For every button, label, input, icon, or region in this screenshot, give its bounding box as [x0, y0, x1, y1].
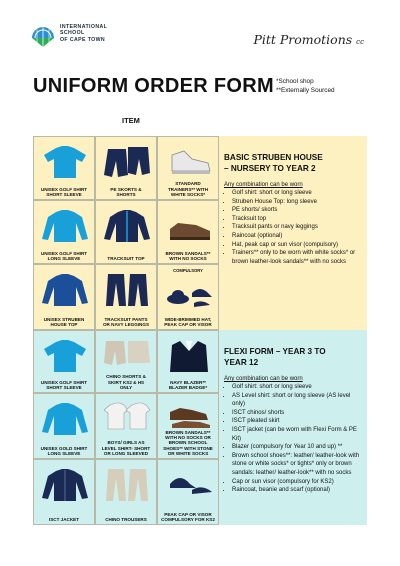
any-combination-label: Any combination can be worn [224, 376, 303, 382]
item-grid [33, 330, 219, 525]
school-shoe-icon [166, 402, 212, 428]
item-brown-sandals: BROWN SANDALS** WITH NO SOCKS [157, 200, 219, 264]
school-logo-icon [30, 26, 56, 48]
legend-notes: *School shop **Externally Sourced [276, 78, 335, 94]
list-item: • Golf shirt: short or long sleeve [232, 383, 361, 392]
section-heading: BASIC STRUBEN HOUSE – NURSERY TO YEAR 2 [224, 153, 323, 173]
trainer-shoe-icon [166, 145, 212, 179]
as-level-shirt-icon [104, 402, 150, 430]
item-grid [33, 136, 219, 330]
list-item: • Hat, peak cap or sun visor (compulsory) [232, 241, 361, 250]
golf-shirt-icon [42, 339, 88, 373]
item-hat-cap-visor: COMPULSORY WIDE-BRIMMED HAT, PEAK CAP OR VISOR [157, 264, 219, 330]
list-item: • Tracksuit pants or navy leggings [232, 223, 361, 232]
list-item: • Trainers** only to be worn with white socks* or brown leather-look sandals** with no socks [232, 249, 361, 266]
item-as-level-shirt: BOYS/ GIRLS AS LEVEL SHIRT- SHORT OR LONG SLEEVED [95, 393, 157, 459]
shorts-icon [104, 145, 150, 179]
long-sleeve-shirt-icon [42, 402, 88, 436]
tracksuit-top-icon [104, 209, 150, 243]
item-isct-jacket: ISCT JACKET [33, 459, 95, 525]
compulsory-label: COMPULSORY [173, 268, 203, 273]
section-description [224, 330, 361, 495]
item-tracksuit-top: TRACKSUIT TOP [95, 200, 157, 264]
section-year-3-to-12 [33, 330, 367, 525]
item-golf-shirt-long: UNISEX GOLF SHIRT LONG SLEEVE [33, 200, 95, 264]
uniform-list [224, 383, 361, 495]
item-pe-skorts-shorts: PE SKORTS & SHORTS [95, 136, 157, 200]
list-item: • ISCT chinos/ shorts [232, 409, 361, 418]
compulsory-label: COMPULSORY FOR KS2 [161, 516, 215, 522]
trousers-icon [104, 468, 150, 502]
item-gold-shirt-long: UNISEX GOLD SHIRT LONG SLEEVE [33, 393, 95, 459]
header [0, 0, 400, 70]
item-golf-shirt-short: UNISEX GOLF SHIRT SHORT SLEEVE [33, 330, 95, 393]
house-top-icon [42, 273, 88, 307]
list-item: • Golf shirt: short or long sleeve [232, 189, 361, 198]
item-struben-house-top: UNISEX STRUBEN HOUSE TOP [33, 264, 95, 330]
pants-icon [104, 273, 150, 307]
uniform-list [224, 189, 361, 266]
item-navy-blazer: NAVY BLAZER** BLAZER BADGE* [157, 330, 219, 393]
hat-icon [166, 279, 212, 313]
list-item: • PE shorts/ skorts [232, 206, 361, 215]
list-item: • AS Level shirt: short or long sleeve (AS level only) [232, 392, 361, 409]
section-description [224, 136, 361, 266]
list-item: • Tracksuit top [232, 215, 361, 224]
section-heading: FLEXI FORM – YEAR 3 TO YEAR 12 [224, 347, 326, 367]
list-item: • Raincoat, beanie and scarf (optional) [232, 486, 361, 495]
item-chino-trousers: CHINO TROUSERS [95, 459, 157, 525]
school-name: INTERNATIONAL SCHOOL OF CAPE TOWN [60, 24, 108, 43]
sandal-icon [166, 209, 212, 243]
any-combination-label: Any combination can be worn [224, 182, 303, 188]
list-item: • ISCT jacket (can be worn with Flexi Form & PE Kit) [232, 426, 361, 443]
list-item: • Blazer (compulsory for Year 10 and up) ** [232, 443, 361, 452]
item-trainers: STANDARD TRAINERS** WITH WHITE SOCKS* [157, 136, 219, 200]
item-chino-shorts-skirt: CHINO SHORTS & SKIRT KS2 & HS ONLY [95, 330, 157, 393]
item-golf-shirt-short: UNISEX GOLF SHIRT SHORT SLEEVE [33, 136, 95, 200]
list-item: • Struben House Top: long sleeve [232, 198, 361, 207]
list-item: • Cap or sun visor (compulsory for KS2) [232, 478, 361, 487]
section-nursery-to-year-2 [33, 136, 367, 330]
chino-shorts-icon [104, 339, 150, 367]
cap-visor-icon [166, 468, 212, 502]
brand-name: Pitt Promotions cc [253, 32, 364, 47]
list-item: • ISCT pleated skirt [232, 417, 361, 426]
item-column-label: ITEM [122, 116, 140, 125]
long-sleeve-shirt-icon [42, 209, 88, 243]
golf-shirt-icon [42, 145, 88, 179]
item-tracksuit-pants: TRACKSUIT PANTS OR NAVY LEGGINGS [95, 264, 157, 330]
item-school-shoes: BROWN SANDALS** WITH NO SOCKS OR BROWN SCHOOL SHOES** WITH STONE OR WHITE SOCKS [157, 393, 219, 459]
page-title: UNIFORM ORDER FORM [33, 75, 274, 97]
list-item: • Raincoat (optional) [232, 232, 361, 241]
item-peak-cap-visor: PEAK CAP OR VISOR COMPULSORY FOR KS2 [157, 459, 219, 525]
list-item: • Brown school shoes**: leather/ leather-look with stone or white socks* or tights* only or brown sandals: leather/ leather-look** with no socks [232, 452, 361, 478]
blazer-icon [166, 339, 212, 373]
jacket-icon [42, 468, 88, 502]
